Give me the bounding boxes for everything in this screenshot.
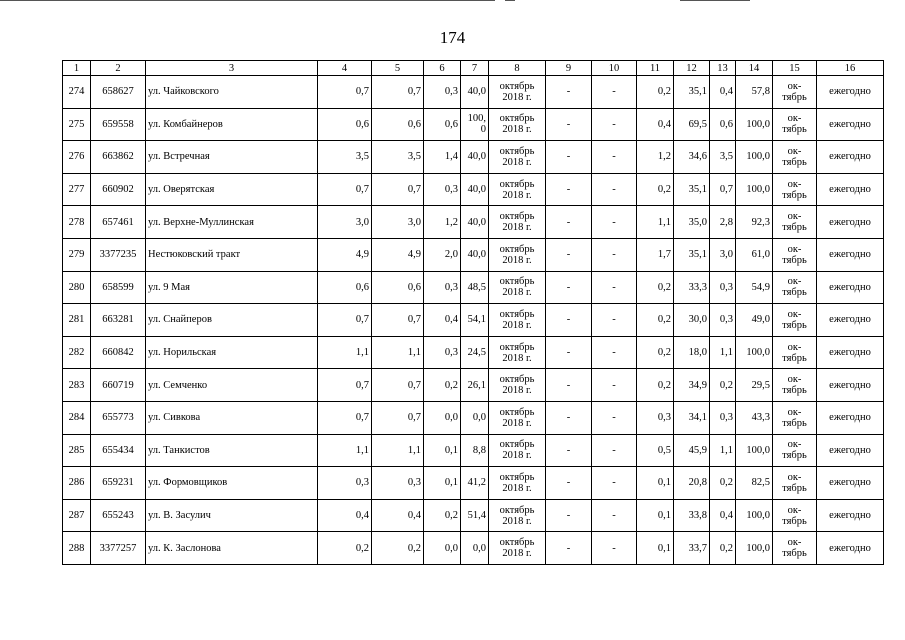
value-col-10: -: [592, 108, 637, 141]
value-col-14: 49,0: [736, 304, 773, 337]
value-col-14: 43,3: [736, 401, 773, 434]
value-col-6: 1,4: [424, 141, 461, 174]
value-col-4: 0,7: [318, 76, 372, 109]
value-col-11: 0,2: [637, 271, 674, 304]
value-col-13: 2,8: [710, 206, 736, 239]
value-col-9: -: [546, 532, 592, 565]
value-col-6: 0,3: [424, 173, 461, 206]
row-number: 285: [63, 434, 91, 467]
header-row: [63, 61, 884, 76]
data-table: [62, 60, 884, 565]
column-header-5: 5: [372, 61, 424, 76]
value-col-4: 0,4: [318, 499, 372, 532]
value-col-12: 35,1: [674, 173, 710, 206]
street-name: ул. Танкистов: [146, 434, 318, 467]
value-col-9: -: [546, 336, 592, 369]
value-col-4: 0,7: [318, 369, 372, 402]
value-col-14: 29,5: [736, 369, 773, 402]
value-col-11: 0,2: [637, 369, 674, 402]
value-col-6: 0,2: [424, 499, 461, 532]
street-name: ул. Комбайнеров: [146, 108, 318, 141]
frequency-cell: ежегодно: [817, 369, 884, 402]
table-row: [63, 499, 884, 532]
value-col-4: 3,0: [318, 206, 372, 239]
value-col-13: 0,2: [710, 369, 736, 402]
value-col-6: 0,3: [424, 76, 461, 109]
column-header-11: 11: [637, 61, 674, 76]
value-col-12: 34,9: [674, 369, 710, 402]
object-code: 660719: [91, 369, 146, 402]
row-number: 277: [63, 173, 91, 206]
value-col-6: 0,6: [424, 108, 461, 141]
value-col-4: 0,2: [318, 532, 372, 565]
value-col-9: -: [546, 206, 592, 239]
value-col-7: 24,5: [461, 336, 489, 369]
month-cell: ок- тябрь: [773, 336, 817, 369]
value-col-10: -: [592, 173, 637, 206]
column-header-9: 9: [546, 61, 592, 76]
value-col-14: 100,0: [736, 499, 773, 532]
value-col-7: 41,2: [461, 467, 489, 500]
value-col-7: 40,0: [461, 238, 489, 271]
street-name: ул. Снайперов: [146, 304, 318, 337]
value-col-12: 18,0: [674, 336, 710, 369]
value-col-14: 100,0: [736, 173, 773, 206]
value-col-10: -: [592, 141, 637, 174]
value-col-5: 0,2: [372, 532, 424, 565]
value-col-4: 1,1: [318, 336, 372, 369]
value-col-4: 0,7: [318, 304, 372, 337]
value-col-10: -: [592, 467, 637, 500]
column-header-8: 8: [489, 61, 546, 76]
value-col-12: 33,8: [674, 499, 710, 532]
month-cell: ок- тябрь: [773, 434, 817, 467]
value-col-11: 0,2: [637, 173, 674, 206]
value-col-10: -: [592, 238, 637, 271]
row-number: 274: [63, 76, 91, 109]
month-cell: ок- тябрь: [773, 108, 817, 141]
row-number: 280: [63, 271, 91, 304]
row-number: 281: [63, 304, 91, 337]
column-header-14: 14: [736, 61, 773, 76]
value-col-10: -: [592, 434, 637, 467]
object-code: 657461: [91, 206, 146, 239]
object-code: 3377257: [91, 532, 146, 565]
inspection-date: октябрь 2018 г.: [489, 532, 546, 565]
value-col-12: 30,0: [674, 304, 710, 337]
value-col-9: -: [546, 108, 592, 141]
frequency-cell: ежегодно: [817, 238, 884, 271]
inspection-date: октябрь 2018 г.: [489, 369, 546, 402]
value-col-5: 3,5: [372, 141, 424, 174]
frequency-cell: ежегодно: [817, 434, 884, 467]
value-col-13: 0,4: [710, 499, 736, 532]
row-number: 279: [63, 238, 91, 271]
value-col-10: -: [592, 76, 637, 109]
value-col-11: 0,2: [637, 304, 674, 337]
value-col-10: -: [592, 401, 637, 434]
value-col-13: 0,7: [710, 173, 736, 206]
street-name: ул. Встречная: [146, 141, 318, 174]
column-header-3: 3: [146, 61, 318, 76]
value-col-9: -: [546, 467, 592, 500]
table-row: [63, 173, 884, 206]
street-name: ул. Чайковского: [146, 76, 318, 109]
table-row: [63, 206, 884, 239]
month-cell: ок- тябрь: [773, 401, 817, 434]
value-col-10: -: [592, 499, 637, 532]
value-col-13: 0,2: [710, 467, 736, 500]
object-code: 655773: [91, 401, 146, 434]
value-col-14: 100,0: [736, 141, 773, 174]
value-col-7: 51,4: [461, 499, 489, 532]
value-col-11: 0,2: [637, 336, 674, 369]
inspection-date: октябрь 2018 г.: [489, 467, 546, 500]
value-col-7: 40,0: [461, 173, 489, 206]
page-number: 174: [439, 28, 466, 47]
street-name: ул. В. Засулич: [146, 499, 318, 532]
value-col-12: 45,9: [674, 434, 710, 467]
value-col-6: 2,0: [424, 238, 461, 271]
month-cell: ок- тябрь: [773, 238, 817, 271]
inspection-date: октябрь 2018 г.: [489, 304, 546, 337]
inspection-date: октябрь 2018 г.: [489, 173, 546, 206]
month-cell: ок- тябрь: [773, 467, 817, 500]
value-col-6: 0,0: [424, 532, 461, 565]
inspection-date: октябрь 2018 г.: [489, 141, 546, 174]
street-name: ул. 9 Мая: [146, 271, 318, 304]
frequency-cell: ежегодно: [817, 76, 884, 109]
inspection-date: октябрь 2018 г.: [489, 76, 546, 109]
table-row: [63, 271, 884, 304]
value-col-7: 0,0: [461, 532, 489, 565]
table-row: [63, 467, 884, 500]
value-col-11: 0,4: [637, 108, 674, 141]
value-col-11: 0,1: [637, 467, 674, 500]
inspection-date: октябрь 2018 г.: [489, 271, 546, 304]
value-col-14: 61,0: [736, 238, 773, 271]
value-col-4: 0,6: [318, 108, 372, 141]
value-col-5: 4,9: [372, 238, 424, 271]
inspection-date: октябрь 2018 г.: [489, 206, 546, 239]
table-body: [63, 76, 884, 565]
object-code: 659558: [91, 108, 146, 141]
value-col-7: 40,0: [461, 206, 489, 239]
value-col-5: 0,6: [372, 108, 424, 141]
value-col-13: 0,3: [710, 304, 736, 337]
value-col-11: 0,1: [637, 532, 674, 565]
frequency-cell: ежегодно: [817, 206, 884, 239]
value-col-13: 3,5: [710, 141, 736, 174]
value-col-13: 3,0: [710, 238, 736, 271]
value-col-14: 100,0: [736, 108, 773, 141]
column-header-15: 15: [773, 61, 817, 76]
frequency-cell: ежегодно: [817, 108, 884, 141]
value-col-14: 100,0: [736, 336, 773, 369]
frequency-cell: ежегодно: [817, 304, 884, 337]
value-col-9: -: [546, 141, 592, 174]
street-name: ул. К. Заслонова: [146, 532, 318, 565]
value-col-13: 1,1: [710, 336, 736, 369]
object-code: 663281: [91, 304, 146, 337]
month-cell: ок- тябрь: [773, 173, 817, 206]
object-code: 655243: [91, 499, 146, 532]
value-col-13: 1,1: [710, 434, 736, 467]
column-header-6: 6: [424, 61, 461, 76]
value-col-9: -: [546, 173, 592, 206]
value-col-11: 0,1: [637, 499, 674, 532]
column-header-2: 2: [91, 61, 146, 76]
inspection-date: октябрь 2018 г.: [489, 336, 546, 369]
table-row: [63, 401, 884, 434]
street-name: Нестюковский тракт: [146, 238, 318, 271]
value-col-9: -: [546, 434, 592, 467]
table-row: [63, 532, 884, 565]
row-number: 287: [63, 499, 91, 532]
value-col-12: 33,7: [674, 532, 710, 565]
value-col-9: -: [546, 76, 592, 109]
inspection-date: октябрь 2018 г.: [489, 401, 546, 434]
value-col-5: 1,1: [372, 434, 424, 467]
object-code: 660842: [91, 336, 146, 369]
value-col-6: 0,3: [424, 336, 461, 369]
value-col-5: 0,7: [372, 304, 424, 337]
value-col-9: -: [546, 369, 592, 402]
month-cell: ок- тябрь: [773, 76, 817, 109]
top-rule-left: [0, 0, 495, 1]
value-col-12: 33,3: [674, 271, 710, 304]
value-col-10: -: [592, 369, 637, 402]
value-col-12: 69,5: [674, 108, 710, 141]
table-row: [63, 336, 884, 369]
value-col-12: 34,1: [674, 401, 710, 434]
inspection-date: октябрь 2018 г.: [489, 499, 546, 532]
frequency-cell: ежегодно: [817, 401, 884, 434]
frequency-cell: ежегодно: [817, 467, 884, 500]
row-number: 286: [63, 467, 91, 500]
value-col-4: 0,7: [318, 173, 372, 206]
value-col-7: 54,1: [461, 304, 489, 337]
column-header-7: 7: [461, 61, 489, 76]
value-col-7: 40,0: [461, 141, 489, 174]
table-row: [63, 238, 884, 271]
value-col-13: 0,3: [710, 271, 736, 304]
value-col-6: 0,2: [424, 369, 461, 402]
value-col-13: 0,4: [710, 76, 736, 109]
value-col-6: 0,3: [424, 271, 461, 304]
value-col-14: 57,8: [736, 76, 773, 109]
value-col-5: 0,7: [372, 369, 424, 402]
table-row: [63, 108, 884, 141]
value-col-6: 0,0: [424, 401, 461, 434]
column-header-10: 10: [592, 61, 637, 76]
value-col-12: 35,0: [674, 206, 710, 239]
row-number: 283: [63, 369, 91, 402]
value-col-6: 0,4: [424, 304, 461, 337]
value-col-7: 26,1: [461, 369, 489, 402]
frequency-cell: ежегодно: [817, 271, 884, 304]
value-col-14: 100,0: [736, 434, 773, 467]
value-col-7: 48,5: [461, 271, 489, 304]
row-number: 288: [63, 532, 91, 565]
value-col-9: -: [546, 499, 592, 532]
value-col-4: 1,1: [318, 434, 372, 467]
row-number: 275: [63, 108, 91, 141]
value-col-9: -: [546, 304, 592, 337]
value-col-12: 35,1: [674, 76, 710, 109]
value-col-4: 3,5: [318, 141, 372, 174]
value-col-13: 0,3: [710, 401, 736, 434]
street-name: ул. Формовщиков: [146, 467, 318, 500]
row-number: 276: [63, 141, 91, 174]
month-cell: ок- тябрь: [773, 532, 817, 565]
value-col-5: 0,7: [372, 76, 424, 109]
value-col-11: 1,2: [637, 141, 674, 174]
object-code: 658599: [91, 271, 146, 304]
table-row: [63, 434, 884, 467]
value-col-4: 0,3: [318, 467, 372, 500]
value-col-9: -: [546, 401, 592, 434]
object-code: 655434: [91, 434, 146, 467]
frequency-cell: ежегодно: [817, 173, 884, 206]
value-col-7: 8,8: [461, 434, 489, 467]
table-row: [63, 76, 884, 109]
value-col-4: 0,6: [318, 271, 372, 304]
month-cell: ок- тябрь: [773, 369, 817, 402]
value-col-5: 0,7: [372, 173, 424, 206]
street-name: ул. Верхне-Муллинская: [146, 206, 318, 239]
value-col-11: 0,5: [637, 434, 674, 467]
month-cell: ок- тябрь: [773, 304, 817, 337]
top-rule-right: [680, 0, 750, 1]
value-col-7: 100, 0: [461, 108, 489, 141]
value-col-9: -: [546, 271, 592, 304]
value-col-14: 92,3: [736, 206, 773, 239]
value-col-6: 0,1: [424, 434, 461, 467]
value-col-12: 34,6: [674, 141, 710, 174]
inspection-date: октябрь 2018 г.: [489, 434, 546, 467]
value-col-13: 0,2: [710, 532, 736, 565]
object-code: 660902: [91, 173, 146, 206]
value-col-11: 0,2: [637, 76, 674, 109]
street-name: ул. Семченко: [146, 369, 318, 402]
object-code: 659231: [91, 467, 146, 500]
row-number: 282: [63, 336, 91, 369]
value-col-10: -: [592, 304, 637, 337]
top-rule-mid: [505, 0, 515, 1]
value-col-10: -: [592, 336, 637, 369]
column-header-16: 16: [817, 61, 884, 76]
value-col-5: 0,6: [372, 271, 424, 304]
value-col-13: 0,6: [710, 108, 736, 141]
street-name: ул. Сивкова: [146, 401, 318, 434]
table-row: [63, 141, 884, 174]
frequency-cell: ежегодно: [817, 532, 884, 565]
value-col-14: 100,0: [736, 532, 773, 565]
column-header-4: 4: [318, 61, 372, 76]
value-col-7: 0,0: [461, 401, 489, 434]
value-col-6: 1,2: [424, 206, 461, 239]
value-col-14: 82,5: [736, 467, 773, 500]
value-col-10: -: [592, 271, 637, 304]
value-col-6: 0,1: [424, 467, 461, 500]
street-name: ул. Норильская: [146, 336, 318, 369]
street-name: ул. Оверятская: [146, 173, 318, 206]
value-col-10: -: [592, 206, 637, 239]
inspection-date: октябрь 2018 г.: [489, 238, 546, 271]
value-col-4: 4,9: [318, 238, 372, 271]
row-number: 278: [63, 206, 91, 239]
frequency-cell: ежегодно: [817, 499, 884, 532]
object-code: 658627: [91, 76, 146, 109]
value-col-4: 0,7: [318, 401, 372, 434]
month-cell: ок- тябрь: [773, 141, 817, 174]
inspection-date: октябрь 2018 г.: [489, 108, 546, 141]
value-col-11: 1,1: [637, 206, 674, 239]
value-col-5: 0,7: [372, 401, 424, 434]
column-header-13: 13: [710, 61, 736, 76]
table-row: [63, 369, 884, 402]
value-col-12: 20,8: [674, 467, 710, 500]
frequency-cell: ежегодно: [817, 141, 884, 174]
value-col-11: 0,3: [637, 401, 674, 434]
month-cell: ок- тябрь: [773, 271, 817, 304]
value-col-12: 35,1: [674, 238, 710, 271]
column-header-12: 12: [674, 61, 710, 76]
value-col-11: 1,7: [637, 238, 674, 271]
value-col-7: 40,0: [461, 76, 489, 109]
value-col-5: 3,0: [372, 206, 424, 239]
value-col-9: -: [546, 238, 592, 271]
value-col-5: 0,3: [372, 467, 424, 500]
value-col-5: 1,1: [372, 336, 424, 369]
object-code: 3377235: [91, 238, 146, 271]
frequency-cell: ежегодно: [817, 336, 884, 369]
row-number: 284: [63, 401, 91, 434]
value-col-5: 0,4: [372, 499, 424, 532]
value-col-14: 54,9: [736, 271, 773, 304]
object-code: 663862: [91, 141, 146, 174]
table-row: [63, 304, 884, 337]
value-col-10: -: [592, 532, 637, 565]
column-header-1: 1: [63, 61, 91, 76]
month-cell: ок- тябрь: [773, 499, 817, 532]
month-cell: ок- тябрь: [773, 206, 817, 239]
